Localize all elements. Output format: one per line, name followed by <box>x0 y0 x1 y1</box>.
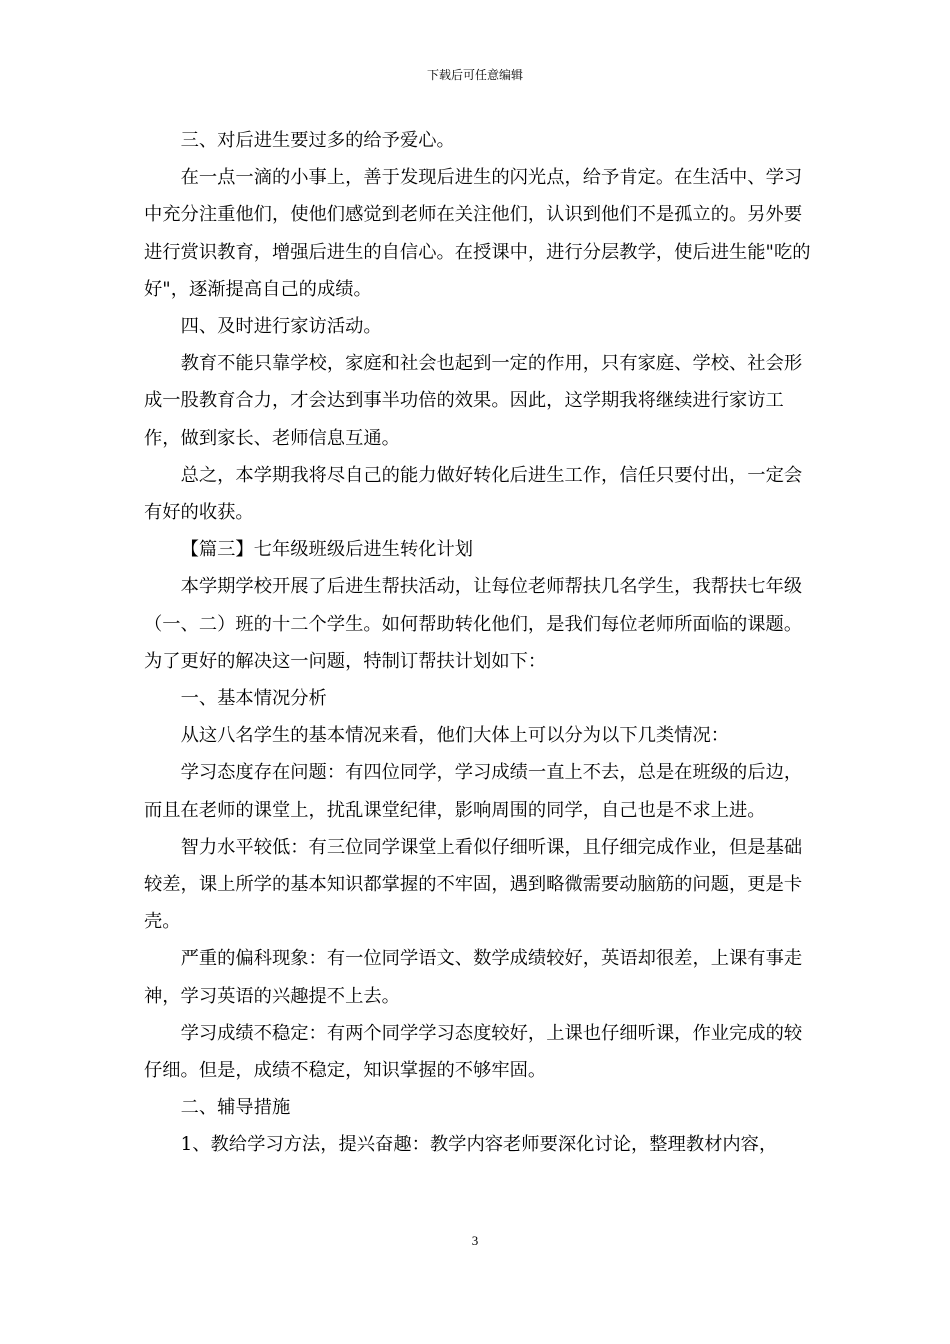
body-paragraph: 教育不能只靠学校，家庭和社会也起到一定的作用，只有家庭、学校、社会形成一股教育合力，才会达到事半功倍的效果。因此，这学期我将继续进行家访工作，做到家长、老师信息互通。 <box>144 353 803 449</box>
section-heading-2: 二、辅导措施 <box>180 1097 291 1119</box>
body-paragraph: 本学期学校开展了后进生帮扶活动，让每位老师帮扶几名学生，我帮扶七年级（一、二）班的十二个学生。如何帮助转化他们，是我们每位老师所面临的课题。为了更好的解决这一问题，特制订帮扶计划如下： <box>144 576 803 672</box>
page-number: 3 <box>471 1233 479 1248</box>
body-paragraph: 智力水平较低：有三位同学课堂上看似仔细听课，且仔细完成作业，但是基础较差，课上所学的基本知识都掌握的不牢固，遇到略微需要动脑筋的问题，更是卡壳。 <box>144 836 803 933</box>
body-paragraph: 学习成绩不稳定：有两个同学学习态度较好，上课也仔细听课，作业完成的较仔细。但是，成绩不稳定，知识掌握的不够牢固。 <box>144 1022 803 1082</box>
section-heading-4: 四、及时进行家访活动。 <box>180 316 382 338</box>
document-body <box>144 122 820 1164</box>
page-header: 下载后可任意编辑 <box>426 68 523 82</box>
body-paragraph: 1、教给学习方法，提兴奋趣：教学内容老师要深化讨论，整理教材内容， <box>180 1134 778 1156</box>
body-paragraph: 在一点一滴的小事上，善于发现后进生的闪光点，给予肯定。在生活中、学习中充分注重他们，使他们感觉到老师在关注他们，认识到他们不是孤立的。另外要进行赏识教育，增强后进生的自信心。在授课中，进行分层教学，使后进生能"吃的好"，逐渐提高自己的成绩。 <box>144 167 811 300</box>
article-title: 【篇三】七年级班级后进生转化计划 <box>180 539 474 561</box>
section-heading-3: 三、对后进生要过多的给予爱心。 <box>180 130 455 151</box>
body-paragraph: 从这八名学生的基本情况来看，他们大体上可以分为以下几类情况： <box>180 725 730 747</box>
section-heading-1: 一、基本情况分析 <box>180 688 327 710</box>
body-paragraph: 总之，本学期我将尽自己的能力做好转化后进生工作，信任只要付出，一定会有好的收获。 <box>144 464 803 524</box>
body-paragraph: 学习态度存在问题：有四位同学，学习成绩一直上不去，总是在班级的后边，而且在老师的课堂上，扰乱课堂纪律，影响周围的同学，自己也是不求上进。 <box>144 762 803 821</box>
body-paragraph: 严重的偏科现象：有一位同学语文、数学成绩较好，英语却很差，上课有事走神，学习英语的兴趣提不上去。 <box>144 948 803 1007</box>
